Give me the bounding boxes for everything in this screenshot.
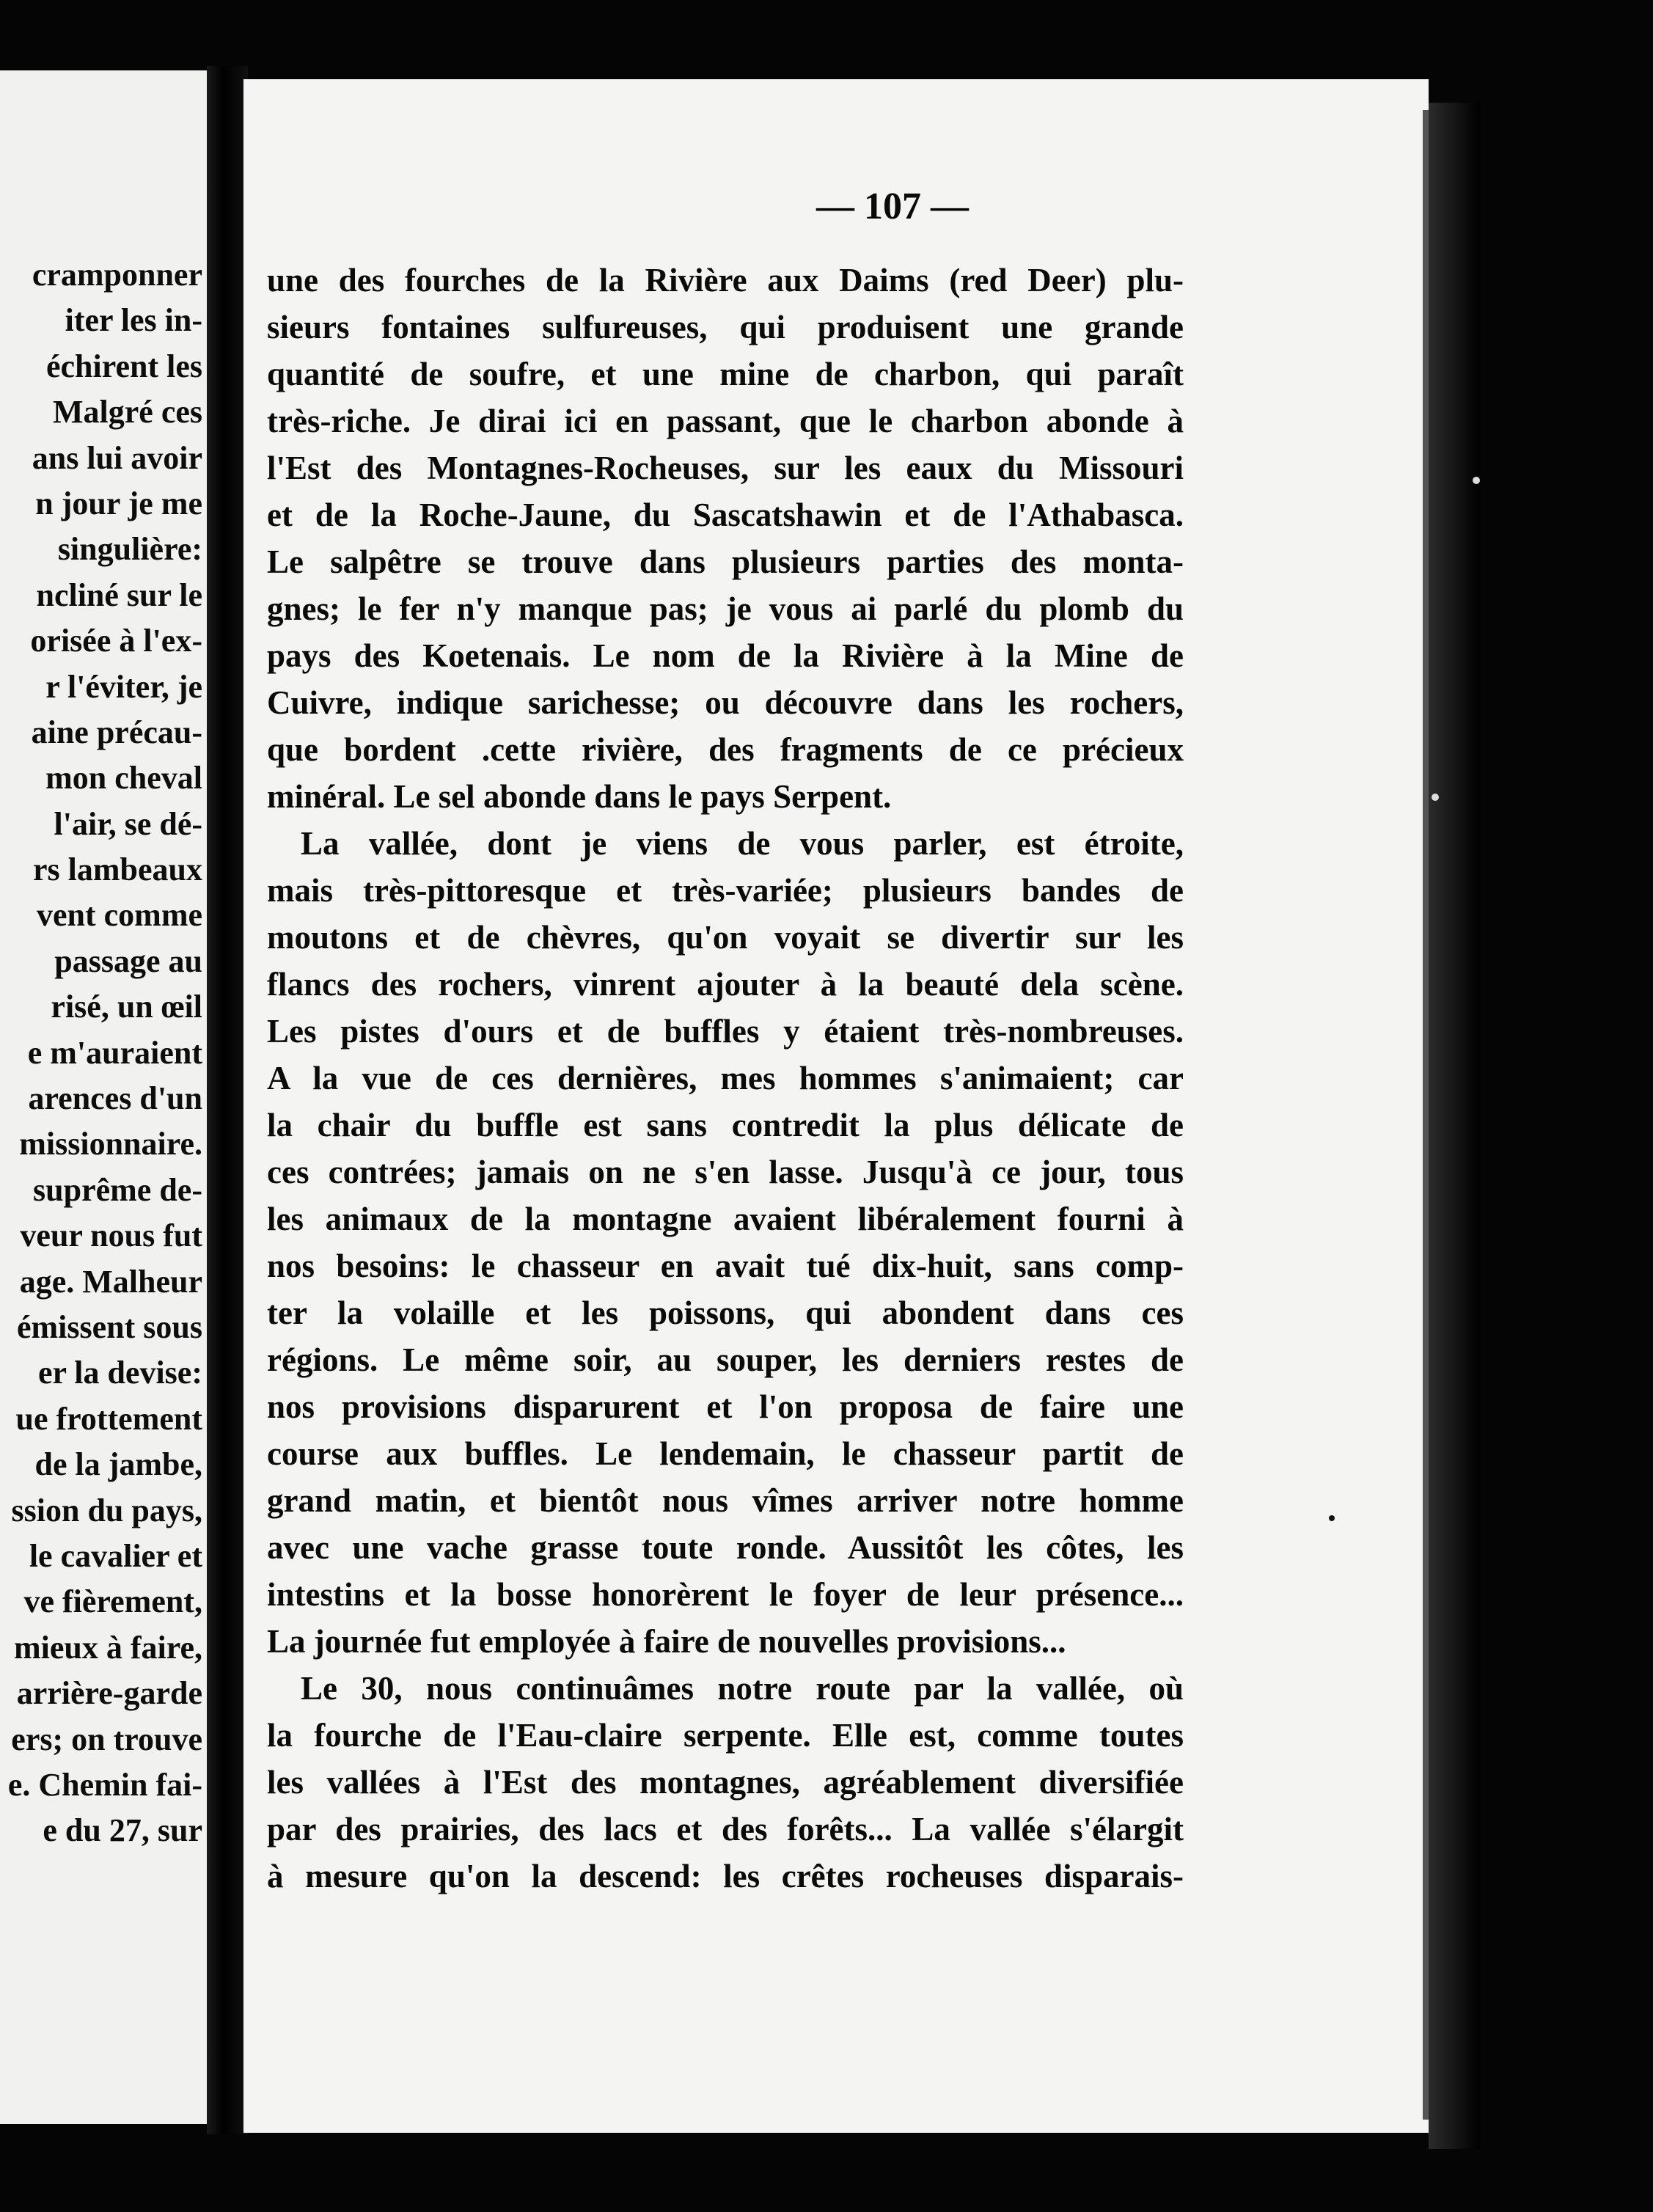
left-line: mon cheval: [45, 760, 202, 796]
text-line: minéral. Le sel abonde dans le pays Serpent.: [267, 778, 892, 815]
page-number: — 107 —: [816, 186, 969, 227]
text-line: à mesure qu'on la descend: les crêtes rocheuses disparais-: [267, 1858, 1184, 1894]
book-gutter: [207, 66, 248, 2134]
left-line: veur nous fut: [20, 1217, 202, 1254]
left-line: émissent sous: [16, 1308, 202, 1345]
text-line: moutons et de chèvres, qu'on voyait se divertir sur les: [267, 919, 1184, 956]
left-line: Malgré ces: [53, 394, 202, 431]
text-line: intestins et la bosse honorèrent le foyer de leur présence...: [267, 1576, 1184, 1613]
text-line: ces contrées; jamais on ne s'en lasse. Jusqu'à ce jour, tous: [267, 1154, 1184, 1190]
text-line: par des prairies, des lacs et des forêts... La vallée s'élargit: [267, 1811, 1184, 1847]
left-line: de la jambe,: [34, 1446, 202, 1483]
text-line: sieurs fontaines sulfureuses, qui produisent une grande: [267, 309, 1184, 345]
left-line: l'air, se dé-: [54, 805, 202, 842]
left-line: cramponner: [32, 257, 202, 293]
text-line: l'Est des Montagnes-Rocheuses, sur les eaux du Missouri: [267, 450, 1184, 486]
left-line: arrière-garde: [16, 1675, 202, 1712]
text-line: Les pistes d'ours et de buffles y étaient très-nombreuses.: [267, 1013, 1184, 1050]
text-line: les animaux de la montagne avaient libéralement fourni à: [267, 1201, 1184, 1237]
dust-speck: [1473, 477, 1480, 484]
left-page: [0, 70, 207, 2124]
left-line: vent comme: [36, 897, 202, 934]
text-line: régions. Le même soir, au souper, les derniers restes de: [267, 1341, 1184, 1378]
left-line: r l'éviter, je: [45, 668, 202, 705]
text-line: pays des Koetenais. Le nom de la Rivière à la Mine de: [267, 637, 1184, 674]
text-line: course aux buffles. Le lendemain, le chasseur partit de: [267, 1435, 1184, 1472]
text-line: A la vue de ces dernières, mes hommes s'animaient; car: [267, 1060, 1184, 1096]
body-text: [267, 257, 1184, 1900]
left-line: risé, un œil: [51, 989, 202, 1025]
left-line: ans lui avoir: [32, 439, 202, 476]
left-line: age. Malheur: [19, 1263, 202, 1300]
left-line: échirent les: [45, 348, 202, 384]
left-line: arences d'un: [28, 1080, 202, 1117]
left-line: er la devise:: [37, 1355, 202, 1391]
left-line: iter les in-: [65, 302, 202, 339]
text-line: que bordent .cette rivière, des fragments de ce précieux: [267, 731, 1184, 768]
dust-speck: [1432, 794, 1439, 801]
text-line: une des fourches de la Rivière aux Daims (red Deer) plu-: [267, 262, 1184, 299]
ink-speck: [1329, 1515, 1335, 1521]
text-line: flancs des rochers, vinrent ajouter à la beauté dela scène.: [267, 966, 1184, 1003]
left-page-text: [0, 252, 202, 1854]
left-line: n jour je me: [35, 485, 202, 521]
text-line: les vallées à l'Est des montagnes, agréablement diversifiée: [267, 1764, 1184, 1801]
left-line: singulière:: [57, 531, 202, 568]
left-line: missionnaire.: [19, 1126, 202, 1162]
left-line: e. Chemin fai-: [7, 1766, 202, 1803]
text-line: nos besoins: le chasseur en avait tué dix-huit, sans comp-: [267, 1248, 1184, 1284]
left-line: aine précau-: [31, 714, 202, 750]
page-edge: [1429, 103, 1480, 2149]
text-line: nos provisions disparurent et l'on proposa de faire une: [267, 1388, 1184, 1425]
left-line: suprême de-: [33, 1171, 202, 1208]
left-line: mieux à faire,: [13, 1629, 202, 1666]
text-line: ter la volaille et les poissons, qui abondent dans ces: [267, 1294, 1184, 1331]
text-line: quantité de soufre, et une mine de charbon, qui paraît: [267, 356, 1184, 392]
text-line: la fourche de l'Eau-claire serpente. Elle est, comme toutes: [267, 1717, 1184, 1754]
left-line: le cavalier et: [29, 1537, 202, 1574]
left-line: ers; on trouve: [11, 1721, 202, 1757]
text-line: gnes; le fer n'y manque pas; je vous ai parlé du plomb du: [267, 590, 1184, 627]
text-line: Cuivre, indique sarichesse; ou découvre dans les rochers,: [267, 684, 1184, 721]
left-line: ve fièrement,: [23, 1583, 202, 1620]
text-line: et de la Roche-Jaune, du Sascatshawin et de l'Athabasca.: [267, 497, 1184, 533]
left-line: ue frottement: [15, 1400, 202, 1437]
left-line: ncliné sur le: [36, 576, 202, 613]
text-line: mais très-pittoresque et très-variée; plusieurs bandes de: [267, 872, 1184, 909]
text-line: Le 30, nous continuâmes notre route par la vallée, où: [301, 1670, 1184, 1707]
text-line: La journée fut employée à faire de nouvelles provisions...: [267, 1623, 1066, 1660]
text-line: très-riche. Je dirai ici en passant, que le charbon abonde à: [267, 403, 1184, 439]
left-line: passage au: [54, 942, 202, 979]
left-line: orisée à l'ex-: [30, 623, 202, 659]
left-line: ssion du pays,: [11, 1492, 202, 1528]
text-line: grand matin, et bientôt nous vîmes arriver notre homme: [267, 1482, 1184, 1519]
left-line: e du 27, sur: [43, 1812, 202, 1849]
text-line: la chair du buffle est sans contredit la plus délicate de: [267, 1107, 1184, 1143]
left-line: rs lambeaux: [33, 852, 202, 888]
text-line: La vallée, dont je viens de vous parler, est étroite,: [301, 825, 1184, 862]
left-line: e m'auraient: [27, 1034, 202, 1071]
text-line: Le salpêtre se trouve dans plusieurs parties des monta-: [267, 543, 1184, 580]
text-line: avec une vache grasse toute ronde. Aussitôt les côtes, les: [267, 1529, 1184, 1566]
